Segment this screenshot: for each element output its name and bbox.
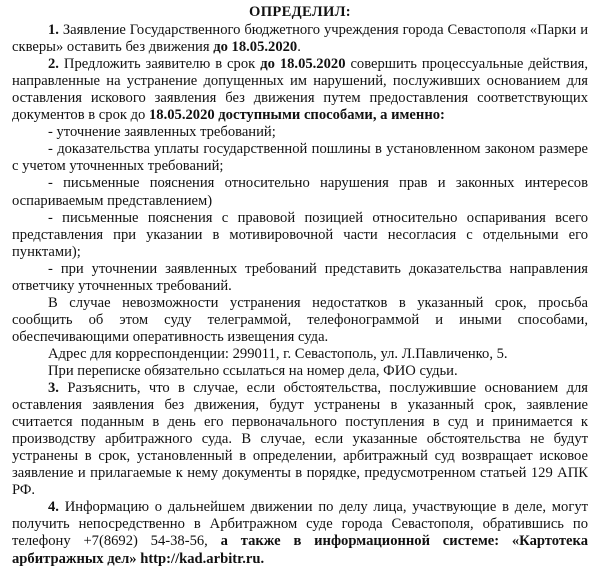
ruling-item-1 [12, 22, 588, 56]
requirement-bullet: - доказательства уплаты государственной пошлины в установленном законом размере с учетом уточненных требований; [12, 141, 588, 175]
deadline-date: до 18.05.2020 [213, 39, 298, 56]
notification-paragraph: В случае невозможности устранения недостатков в указанный срок, просьба сообщить об этом суду телеграммой, телефонограммой и иными способами, обеспечивающими оперативность извещения суда. [12, 294, 588, 345]
requirement-bullet: - письменные пояснения относительно нарушения прав и законных интересов оспариваемым представлением) [12, 175, 588, 209]
item-number: 4. [48, 499, 59, 516]
deadline-date-methods: 18.05.2020 доступными способами, а именно: [148, 107, 445, 124]
item-text: Информацию о дальнейшем движении по делу лица, участвующие в деле, могут получить непосредственно в Арбитражном суде города Севастополя, обратившись по телефону +7(8692) 54-38-56, [12, 499, 588, 550]
item-text: Предложить заявителю в срок [58, 56, 261, 73]
requirement-bullet: - при уточнении заявленных требований представить доказательства направления ответчику уточненных требований. [12, 260, 588, 294]
ruling-item-4 [12, 499, 588, 567]
item-number: 2. [48, 56, 59, 73]
address-paragraph: Адрес для корреспонденции: 299011, г. Севастополь, ул. Л.Павличенко, 5. [48, 345, 508, 362]
item-number: 1. [48, 22, 59, 39]
requirement-bullet: - уточнение заявленных требований; [48, 124, 276, 141]
case-registry-link: а также в информационной системе: «Картотека арбитражных дел» http://kad.arbitr.ru. [12, 533, 589, 567]
ruling-item-2 [12, 56, 588, 124]
reference-paragraph: При переписке обязательно ссылаться на номер дела, ФИО судьи. [48, 362, 458, 379]
item-text: Разъяснить, что в случае, если обстоятельства, послужившие основанием для оставления заявления без движения, будут устранены в указанный срок, заявление считается поданным в день его первоначального поступления в суд и принимается к производству арбитражного суда. В случае, если указанные обстоятельства не будут устранены в срок, установленный в определении, арбитражный суд возвращает исковое заявление и прилагаемые к нему документы в порядке, предусмотренном статьей 129 АПК РФ. [12, 380, 588, 499]
item-number: 3. [48, 380, 59, 397]
item-text: совершить процессуальные действия, направленные на устранение допущенных им нарушений, послуживших основанием для оставления искового заявления без движения путем предоставления соответствующих документов в срок до [12, 56, 588, 124]
ruling-item-3 [12, 380, 588, 499]
item-text: Заявление Государственного бюджетного учреждения города Севастополя «Парки и скверы» оставить без движения [12, 22, 588, 56]
item-end: . [297, 39, 301, 56]
deadline-date: до 18.05.2020 [260, 56, 346, 73]
section-heading: ОПРЕДЕЛИЛ: [249, 4, 351, 20]
requirement-bullet: - письменные пояснения с правовой позицией относительно оспаривания всего представления при указании в мотивировочной части несогласия с отдельными его пунктами); [12, 209, 588, 260]
